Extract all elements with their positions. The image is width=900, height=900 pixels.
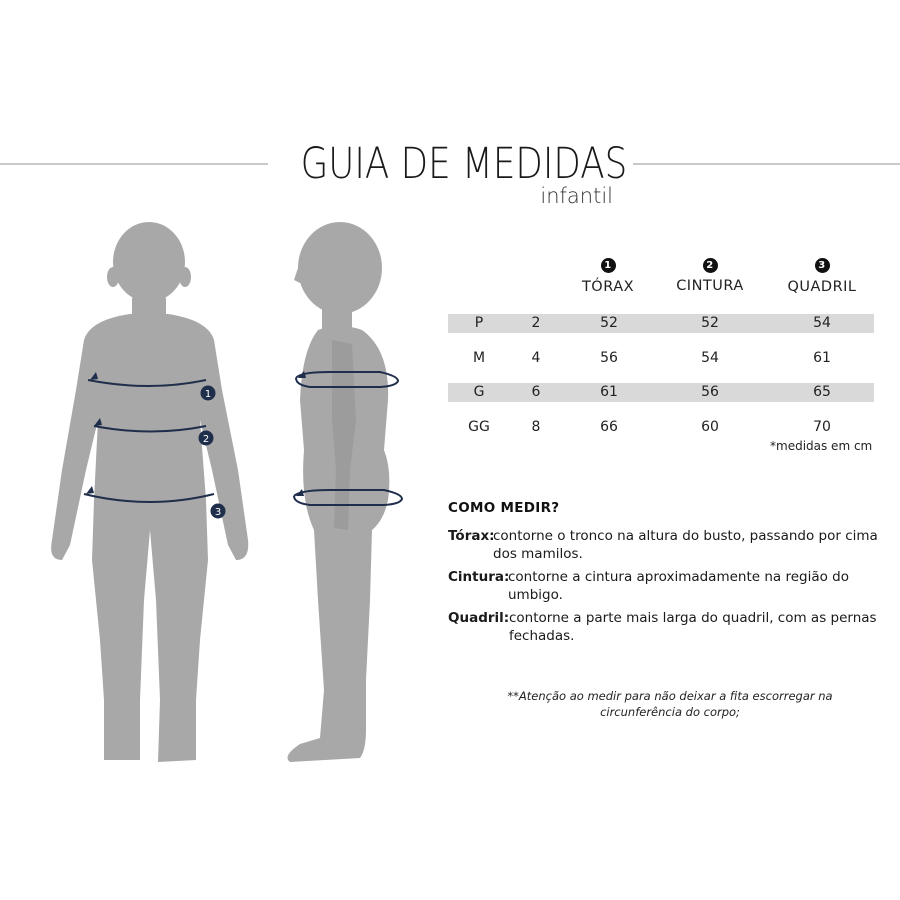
cell-cintura: 52: [701, 315, 719, 331]
table-row: [448, 418, 874, 437]
col-number-3: 3: [815, 258, 830, 273]
col-label-torax: TÓRAX: [581, 279, 635, 295]
cell-cintura: 54: [701, 350, 719, 366]
units-note: *medidas em cm: [770, 439, 873, 453]
table-row: [448, 383, 874, 402]
cell-quadril: 61: [813, 350, 831, 366]
cell-size: P: [474, 315, 484, 331]
col-number-2: 2: [703, 258, 718, 273]
how-to-text: contorne o tronco na altura do busto, passando por cima dos mamilos.: [493, 528, 878, 562]
cell-age: 2: [531, 315, 541, 331]
marker-2: 2: [202, 434, 210, 445]
cell-torax: 61: [600, 384, 618, 400]
col-label-cintura: CINTURA: [676, 278, 744, 294]
how-to-title: COMO MEDIR?: [448, 500, 560, 516]
cell-quadril: 54: [813, 315, 831, 331]
marker-1: 1: [204, 389, 212, 400]
how-to-label: Cintura:: [448, 569, 510, 585]
how-to-item-cintura: [448, 569, 894, 604]
cell-torax: 56: [600, 350, 618, 366]
cell-quadril: 70: [813, 419, 831, 435]
col-label-quadril: QUADRIL: [787, 279, 857, 295]
col-head-quadril: [762, 258, 882, 295]
page-title: GUIA DE MEDIDAS: [300, 139, 628, 189]
marker-3: 3: [214, 507, 222, 518]
cell-age: 4: [531, 350, 541, 366]
how-to-item-torax: [448, 528, 894, 563]
cell-quadril: 65: [813, 384, 831, 400]
front-silhouette: [51, 222, 248, 762]
cell-size: M: [472, 350, 486, 366]
table-row: [448, 349, 874, 368]
how-to-text: contorne a cintura aproximadamente na região do umbigo.: [508, 569, 850, 603]
cell-cintura: 56: [701, 384, 719, 400]
attention-note: **Atenção ao medir para não deixar a fita escorregar na circunferência do corpo;: [507, 689, 833, 719]
how-to-label: Quadril:: [448, 610, 510, 626]
cell-size: G: [473, 384, 485, 400]
cell-torax: 52: [600, 315, 618, 331]
cell-size: GG: [468, 419, 490, 435]
how-to-label: Tórax:: [448, 528, 495, 544]
col-head-cintura: [650, 258, 770, 294]
cell-cintura: 60: [701, 419, 719, 435]
table-row: [448, 314, 874, 333]
cell-torax: 66: [600, 419, 618, 435]
col-number-1: 1: [601, 258, 616, 273]
how-to-item-quadril: [448, 610, 894, 645]
page-subtitle: infantil: [540, 184, 613, 208]
cell-age: 8: [531, 419, 541, 435]
cell-age: 6: [531, 384, 541, 400]
how-to-text: contorne a parte mais larga do quadril, com as pernas fechadas.: [509, 610, 877, 644]
